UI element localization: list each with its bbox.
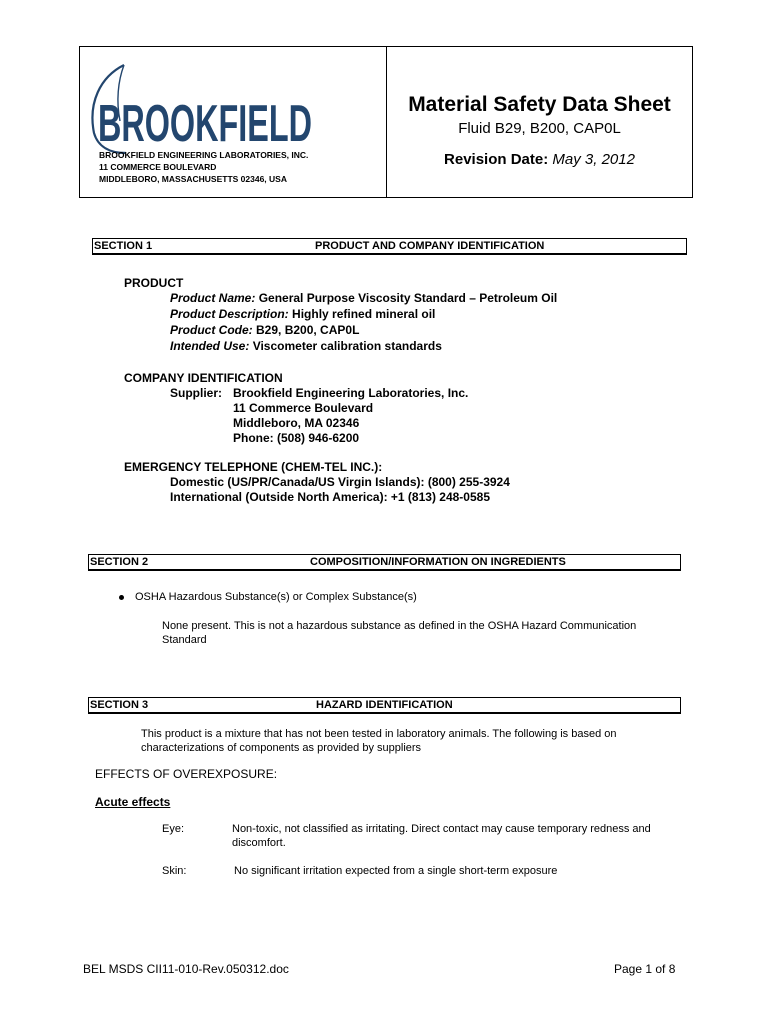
footer-document-id: BEL MSDS CII11-010-Rev.050312.doc: [83, 962, 289, 976]
footer-page-number: Page 1 of 8: [614, 962, 676, 976]
acute-effects-heading: Acute effects: [95, 795, 171, 809]
product-code-row: [170, 323, 359, 338]
section-1-title: PRODUCT AND COMPANY IDENTIFICATION: [315, 240, 545, 252]
company-identification-heading: COMPANY IDENTIFICATION: [124, 371, 283, 385]
revision-value: May 3, 2012: [552, 151, 635, 168]
section-2-body-line: None present. This is not a hazardous substance as defined in the OSHA Hazard Communication: [162, 620, 637, 632]
section-3-number: SECTION 3: [90, 699, 149, 711]
document-title: Material Safety Data Sheet: [408, 93, 671, 116]
emergency-domestic-line: Domestic (US/PR/Canada/US Virgin Islands): (800) 255-3924: [170, 475, 510, 489]
section-3-intro-line: This product is a mixture that has not been tested in laboratory animals. The following is based on: [141, 728, 617, 740]
supplier-line: Brookfield Engineering Laboratories, Inc.: [233, 386, 469, 400]
product-code-value: B29, B200, CAP0L: [256, 323, 360, 337]
intended-use-label: Intended Use:: [170, 339, 250, 353]
company-name-line: BROOKFIELD ENGINEERING LABORATORIES, INC.: [99, 150, 309, 160]
title-block: [387, 47, 692, 197]
section-2-number: SECTION 2: [90, 556, 149, 568]
section-2-bar: [88, 554, 681, 571]
eye-label: Eye:: [162, 823, 185, 835]
section-3-intro-line: characterizations of components as provided by suppliers: [141, 742, 422, 754]
product-description-row: [170, 307, 435, 322]
emergency-telephone-heading: EMERGENCY TELEPHONE (CHEM-TEL INC.):: [124, 460, 383, 474]
document-subtitle: Fluid B29, B200, CAP0L: [458, 120, 621, 137]
company-street-line: 11 COMMERCE BOULEVARD: [99, 162, 217, 172]
document-header: [79, 46, 693, 198]
section-2-title: COMPOSITION/INFORMATION ON INGREDIENTS: [310, 556, 566, 568]
product-code-label: Product Code:: [170, 323, 253, 337]
brookfield-logo: [82, 55, 382, 155]
company-block: [80, 47, 387, 197]
logo-wordmark: BROOKFIELD: [98, 95, 312, 153]
product-name-row: [170, 291, 557, 306]
eye-text-line: Non-toxic, not classified as irritating. Direct contact may cause temporary redness and: [232, 823, 651, 835]
revision-label: Revision Date:: [444, 151, 549, 168]
supplier-label: Supplier:: [170, 386, 223, 400]
eye-text-line: discomfort.: [232, 837, 286, 849]
product-description-label: Product Description:: [170, 307, 289, 321]
effects-heading: EFFECTS OF OVEREXPOSURE:: [95, 767, 278, 781]
revision-date: [387, 151, 692, 168]
skin-text: No significant irritation expected from a single short-term exposure: [234, 865, 558, 877]
product-description-value: Highly refined mineral oil: [292, 307, 436, 321]
intended-use-value: Viscometer calibration standards: [252, 339, 442, 353]
section-1-number: SECTION 1: [94, 240, 153, 252]
product-name-label: Product Name:: [170, 291, 256, 305]
company-city-line: MIDDLEBORO, MASSACHUSETTS 02346, USA: [99, 174, 287, 184]
section-3-bar: [88, 697, 681, 714]
section-1-bar: [92, 238, 687, 255]
section-3-title: HAZARD IDENTIFICATION: [316, 699, 453, 711]
emergency-international-line: International (Outside North America): +1 (813) 248-0585: [170, 490, 490, 504]
product-heading: PRODUCT: [124, 276, 184, 290]
supplier-phone: Phone: (508) 946-6200: [233, 431, 360, 445]
product-name-value: General Purpose Viscosity Standard – Petroleum Oil: [258, 291, 558, 305]
section-2-body-line: Standard: [162, 634, 207, 646]
supplier-line: Middleboro, MA 02346: [233, 416, 360, 430]
bullet-icon: [119, 595, 124, 600]
osha-bullet-text: OSHA Hazardous Substance(s) or Complex Substance(s): [135, 591, 417, 603]
intended-use-row: [170, 339, 442, 354]
supplier-line: 11 Commerce Boulevard: [233, 401, 374, 415]
skin-label: Skin:: [162, 865, 187, 877]
